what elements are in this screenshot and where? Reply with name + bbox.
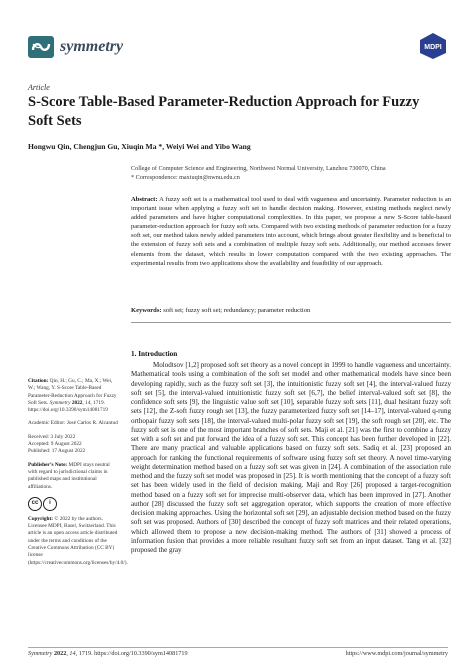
mdpi-logo-icon[interactable] — [418, 32, 448, 60]
accepted-date: Accepted: 9 August 2022 — [28, 441, 82, 448]
keywords-label: Keywords: — [131, 307, 162, 314]
creative-commons-icon: cc — [28, 497, 42, 511]
journal-header — [28, 36, 448, 66]
article-info-sidebar — [28, 378, 128, 573]
academic-editor-label: Academic Editor: — [28, 420, 66, 427]
publisher-note-text: MDPI stays neutral with regard to jurisdictional claims in published maps and institutional affiliations. — [28, 461, 110, 490]
citation-text: Qin, H.; Gu, C.; Ma, X.; Wei, W.; Wang, Y. S-Score Table-Based Parameter-Reduction Approach for Fuzzy Soft Sets. — [28, 378, 117, 406]
publisher-note — [28, 462, 120, 491]
affiliation-block — [131, 165, 451, 182]
footer-divider — [28, 647, 448, 648]
footer-journal: Symmetry — [28, 650, 53, 657]
academic-editor — [28, 420, 120, 427]
introduction-paragraph: Molodtsov [1,2] proposed soft set theory as a novel concept in 1999 to handle vagueness and uncertainty. Mathematical tools using a combination of the soft set model and other mathematical models have since been developing rapidly, such as the fuzzy soft set [3], the intuitionistic fuzzy soft set [4], the interval-valued fuzzy soft set [5], the interval-valued intuitionistic fuzzy soft set [6,7], the belief interval-valued soft set [8], the confidence soft sets [9], the linguistic value soft set [10], separable fuzzy soft sets [11], dual hesitant fuzzy soft sets [12], the Z-soft fuzzy rough set [13], the fuzzy parameterized fuzzy soft set [14–17], interval-valued q-rung orthopair fuzzy soft sets [18], the interval-valued multi-polar fuzzy soft set [19], the soft rough set [20], etc. The fuzzy soft set is one of the most important branches of soft sets. Maji et al. [21] was the first to combine a fuzzy set with a soft set and put forward the idea of a fuzzy soft set. This concept has been further developed in [22]. There are many practical and valuable applications based on fuzzy soft sets. Sadiq et al. [23] proposed an approach for ranking the functional requirements of software using fuzzy soft set theory. A novel time-varying weight determination method based on a fuzzy soft set was given in [24]. A combination of the association rule method and the fuzzy soft set model was proposed in [25]. It is worth mentioning that the concept of a fuzzy soft set has been widely used in the field of decision making. Maji and Roy [26] proposed a target-recognition method based on a fuzzy soft set for imprecise multi-observer data, which has been improved in [27]. Another author [28] discussed the fuzzy soft set aggregation operator, which supports the creation of more effective decision making approaches. Using the horizontal soft set [29], an adjustable decision method based on the fuzzy soft set was proposed. Authors of [30] described the concept of fuzzy soft matrices and their related operations, which allowed them to propose a new decision-making method. The authors of [31] showed a process of information fusion that provides a more reliable resultant fuzzy soft set from an input dataset. Tang et al. [32] proposed the gray — [131, 361, 451, 554]
affiliation: College of Computer Science and Engineering, Northwest Normal University, Lanzhou 730070, China — [131, 165, 386, 172]
abstract-label: Abstract: — [131, 196, 158, 203]
journal-name: symmetry — [60, 38, 124, 55]
footer-doi-link[interactable]: , 1719. https://doi.org/10.3390/sym14081719 — [75, 650, 188, 657]
attribution-icon: i — [43, 497, 57, 511]
correspondence[interactable]: * Correspondence: maxiuqin@nwnu.edu.cn — [131, 173, 240, 181]
keywords-text: soft set; fuzzy soft set; redundancy; parameter reduction — [163, 307, 311, 314]
journal-logo[interactable] — [28, 36, 123, 58]
footer-year: 2022 — [53, 650, 67, 657]
published-date: Published: 17 August 2022 — [28, 448, 86, 455]
publication-dates — [28, 434, 120, 456]
citation-label: Citation: — [28, 378, 49, 384]
footer-volume: 14 — [69, 650, 76, 657]
copyright-text: © 2022 by the authors. Licensee MDPI, Basel, Switzerland. This article is an open access article distributed under the terms and conditions of the Creative Commons Attribution (CC BY) license (https://creativecommons.org/licenses/by/4.0/). — [28, 515, 128, 566]
article-type: Article — [28, 83, 50, 92]
academic-editor-name: José Carlos R. Alcantud — [66, 420, 118, 427]
footer-citation: Symmetry 2022, 14, 1719. https://doi.org/10.3390/sym14081719 — [28, 650, 188, 657]
paper-title — [28, 93, 448, 131]
abstract-text: A fuzzy soft set is a mathematical tool used to deal with vagueness and uncertainty. Parameter reduction is an important issue when applying a fuzzy soft set to handle decision making. However, existing methods neglect newly added parameters and have higher computational complexities. In this paper, we propose a new S-Score table-based parameter-reduction approach for fuzzy soft sets. Compared with two existing methods of parameter reduction for a fuzzy soft set, our method takes newly added parameters into account, which brings about greater flexibility and is beneficial to the extension of fuzzy soft sets and a combination of multiple fuzzy soft sets. Additionally, our method accesses fewer elements from the dataset, which results in lower computation compared with the two existing approaches. The experimental results from two applications show the availability and feasibility of our approach. — [131, 196, 452, 267]
citation-volume: 14 — [85, 399, 91, 406]
footer-journal-link[interactable]: https://www.mdpi.com/journal/symmetry — [345, 650, 448, 657]
abstract — [131, 195, 451, 268]
copyright-block — [28, 515, 128, 567]
copyright-label: Copyright: — [28, 515, 54, 522]
symmetry-logo-icon — [28, 36, 54, 58]
citation-doi[interactable]: , 1719. https://doi.org/10.3390/sym14081719 — [28, 399, 108, 414]
cc-by-license-badge[interactable] — [28, 497, 120, 511]
section-heading-introduction: 1. Introduction — [131, 350, 178, 358]
citation-block: Citation: Qin, H.; Gu, C.; Ma, X.; Wei, W.; Wang, Y. S-Score Table-Based Parameter-Reduction Approach for Fuzzy Soft Sets. Symmetry 2022, 14, 1719. https://doi.org/10.3390/sym14081719 — [28, 378, 117, 414]
citation-journal: Symmetry — [49, 399, 71, 406]
received-date: Received: 3 July 2022 — [28, 433, 76, 440]
citation-year: 2022 — [71, 399, 83, 406]
abstract-divider — [131, 322, 451, 323]
paper-title-line-2: Soft Sets — [28, 113, 82, 129]
keywords — [131, 307, 451, 314]
publisher-note-label: Publisher’s Note: — [28, 461, 68, 468]
mdpi-logo-text: MDPI — [424, 44, 442, 51]
paper-title-line-1: S-Score Table-Based Parameter-Reduction Approach for Fuzzy — [28, 94, 420, 110]
author-list: Hongwu Qin, Chengjun Gu, Xiuqin Ma *, Weiyi Wei and Yibo Wang — [28, 142, 251, 151]
